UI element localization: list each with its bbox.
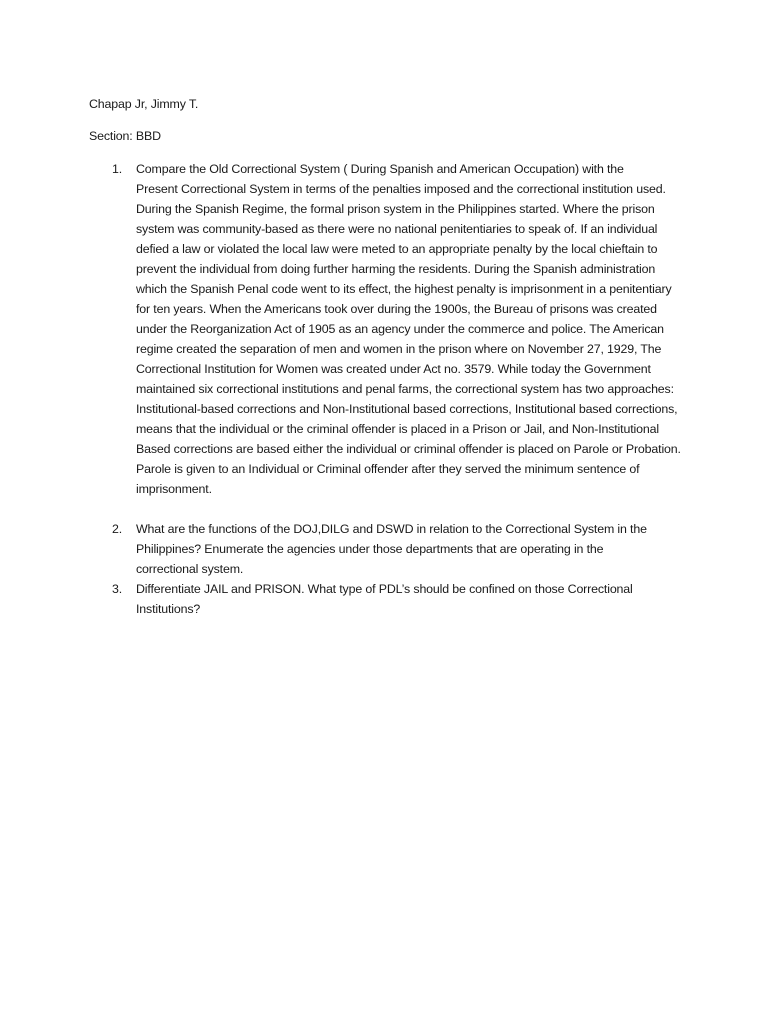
section-label: Section: BBD [89, 129, 161, 143]
question-number: 3. [112, 582, 123, 596]
document-body [89, 94, 689, 619]
question-list [89, 159, 689, 619]
question-text: Differentiate JAIL and PRISON. What type of PDL’s should be confined on those Correctional Institutions? [136, 582, 633, 616]
question-text: Compare the Old Correctional System ( During Spanish and American Occupation) with the Present Correctional System in terms of the penalties imposed and the correctional institution used. [136, 162, 666, 196]
question-text: What are the functions of the DOJ,DILG and DSWD in relation to the Correctional System in the Philippines? Enumerate the agencies under those departments that are operating in the correctional system. [136, 522, 647, 576]
answer-text: During the Spanish Regime, the formal prison system in the Philippines started. Where the prison system was community-based as there were no national penitentiaries to speak of. If an individual defied a law or violated the local law were meted to an appropriate penalty by the local chieftain to prevent the individual from doing further harming the residents. During the Spanish administration which the Spanish Penal code went to its effect, the highest penalty is imprisonment in a penitentiary for ten years. When the Americans took over during the 1900s, the Bureau of prisons was created under the Reorganization Act of 1905 as an agency under the commerce and police. The American regime created the separation of men and women in the prison where on November 27, 1929, The Correctional Institution for Women was created under Act no. 3579. While today the Government maintained six correctional institutions and penal farms, the correctional system has two approaches: Institutional-based corrections and Non-Institutional based corrections, Institutional based corrections, means that the individual or the criminal offender is placed in a Prison or Jail, and Non-Institutional Based corrections are based either the individual or criminal offender is placed on Parole or Probation. Parole is given to an Individual or Criminal offender after they served the minimum sentence of imprisonment. [136, 202, 681, 496]
student-name: Chapap Jr, Jimmy T. [89, 97, 199, 111]
question-item-1 [89, 159, 689, 499]
question-item-2 [89, 519, 689, 579]
question-number: 1. [112, 162, 123, 176]
question-item-3 [89, 579, 689, 619]
question-number: 2. [112, 522, 123, 536]
